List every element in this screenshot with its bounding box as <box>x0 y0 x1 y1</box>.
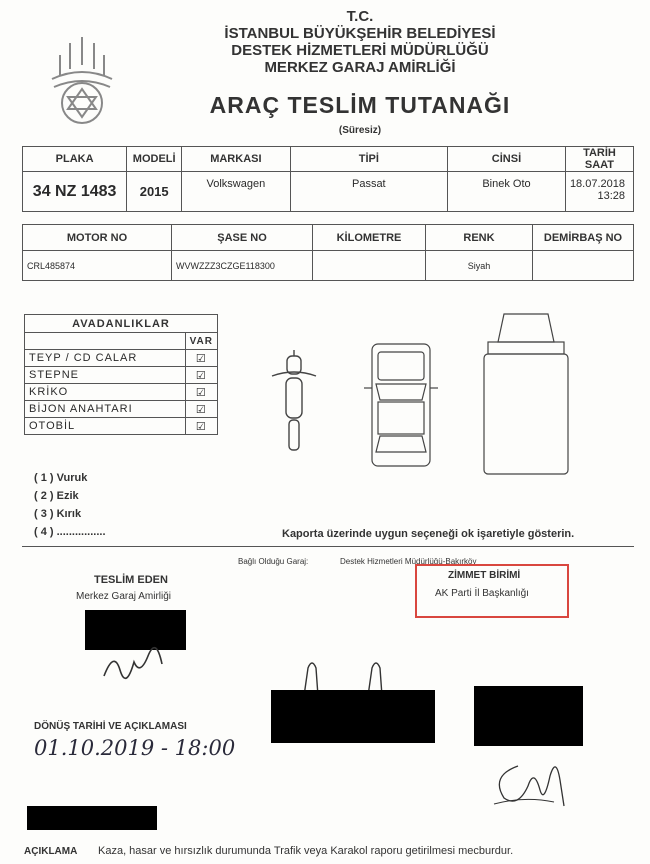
van-diagram <box>480 312 572 478</box>
signature-1 <box>100 646 166 682</box>
col-demirbas: DEMİRBAŞ NO <box>533 225 634 251</box>
ibb-logo <box>48 35 116 127</box>
header-tc: T.C. <box>346 8 374 25</box>
col-model: MODELİ <box>127 147 182 172</box>
type-value: Passat <box>290 172 447 212</box>
engine-table <box>22 224 634 281</box>
kaporta-note: Kaporta üzerinde uygun seçeneği ok işaretiyle gösterin. <box>282 528 575 540</box>
teslim-eden-value: Merkez Garaj Amirliği <box>76 591 172 602</box>
header-directorate: DESTEK HİZMETLERİ MÜDÜRLÜĞÜ <box>231 42 489 59</box>
col-cins: CİNSİ <box>448 147 566 172</box>
equipment-title: AVADANLIKLAR <box>25 315 218 333</box>
equipment-row <box>25 384 218 401</box>
signature-2 <box>484 746 580 816</box>
equipment-item: STEPNE <box>25 367 186 384</box>
document-subtitle: (Süresiz) <box>338 125 382 136</box>
equipment-item: OTOBİL <box>25 418 186 435</box>
datetime-cell <box>565 172 633 212</box>
engine-table-row <box>23 251 634 281</box>
checkbox-icon: ☑ <box>185 418 217 435</box>
date-value: 18.07.2018 <box>569 178 625 190</box>
km-value <box>313 251 426 281</box>
vehicle-table-header <box>23 147 634 172</box>
col-tarih: TARİH SAAT <box>565 147 633 172</box>
color-value: Siyah <box>426 251 533 281</box>
col-motor: MOTOR NO <box>23 225 172 251</box>
return-label: DÖNÜŞ TARİHİ VE AÇIKLAMASI <box>34 721 187 732</box>
equipment-item: TEYP / CD CALAR <box>25 350 186 367</box>
checkbox-icon: ☑ <box>185 350 217 367</box>
model-value: 2015 <box>127 172 182 212</box>
damage-code-1: ( 1 ) Vuruk <box>34 472 88 484</box>
col-plaka: PLAKA <box>23 147 127 172</box>
checkbox-icon: ☑ <box>185 401 217 418</box>
garage-value: Destek Hizmetleri Müdürlüğü-Bakırköy <box>340 557 477 566</box>
kind-value: Binek Oto <box>448 172 566 212</box>
document-title: ARAÇ TESLİM TUTANAĞI <box>209 92 511 118</box>
equipment-item: BİJON ANAHTARI <box>25 401 186 418</box>
col-sase: ŞASE NO <box>172 225 313 251</box>
time-value: 13:28 <box>597 190 625 202</box>
equipment-row <box>25 367 218 384</box>
footer-text: Kaza, hasar ve hırsızlık durumunda Trafik veya Karakol raporu getirilmesi mecburdur. <box>98 845 514 857</box>
chassis-value: WVWZZZ3CZGE118300 <box>172 251 313 281</box>
equipment-row <box>25 418 218 435</box>
plate-value: 34 NZ 1483 <box>23 172 127 212</box>
header-garage: MERKEZ GARAJ AMİRLİĞİ <box>264 59 456 76</box>
inventory-value <box>533 251 634 281</box>
return-handwritten: 01.10.2019 - 18:00 <box>34 736 236 760</box>
col-renk: RENK <box>426 225 533 251</box>
equipment-row <box>25 350 218 367</box>
var-label: VAR <box>185 333 217 350</box>
teslim-eden-label: TESLİM EDEN <box>94 574 168 586</box>
engine-table-header <box>23 225 634 251</box>
damage-code-4: ( 4 ) ................ <box>34 526 106 538</box>
equipment-row <box>25 401 218 418</box>
zimmet-label: ZİMMET BİRİMİ <box>448 570 521 581</box>
redaction-block <box>85 610 186 650</box>
brand-value: Volkswagen <box>182 172 290 212</box>
footer-label: AÇIKLAMA <box>24 846 78 857</box>
checkbox-icon: ☑ <box>185 384 217 401</box>
redaction-block <box>271 690 435 743</box>
redaction-block <box>27 806 157 830</box>
garage-label: Bağlı Olduğu Garaj: <box>238 557 309 566</box>
motorcycle-diagram <box>268 348 320 454</box>
car-top-diagram <box>362 340 440 470</box>
zimmet-value: AK Parti İl Başkanlığı <box>435 588 529 599</box>
header-municipality: İSTANBUL BÜYÜKŞEHİR BELEDİYESİ <box>224 25 496 42</box>
redaction-block <box>474 686 583 746</box>
damage-code-3: ( 3 ) Kırık <box>34 508 82 520</box>
col-tip: TİPİ <box>290 147 447 172</box>
motor-value: CRL485874 <box>23 251 172 281</box>
section-divider <box>22 546 634 547</box>
damage-code-2: ( 2 ) Ezik <box>34 490 79 502</box>
col-marka: MARKASI <box>182 147 290 172</box>
vehicle-table-row <box>23 172 634 212</box>
checkbox-icon: ☑ <box>185 367 217 384</box>
vehicle-table <box>22 146 634 212</box>
equipment-item: KRİKO <box>25 384 186 401</box>
equipment-table <box>24 314 218 435</box>
col-km: KİLOMETRE <box>313 225 426 251</box>
